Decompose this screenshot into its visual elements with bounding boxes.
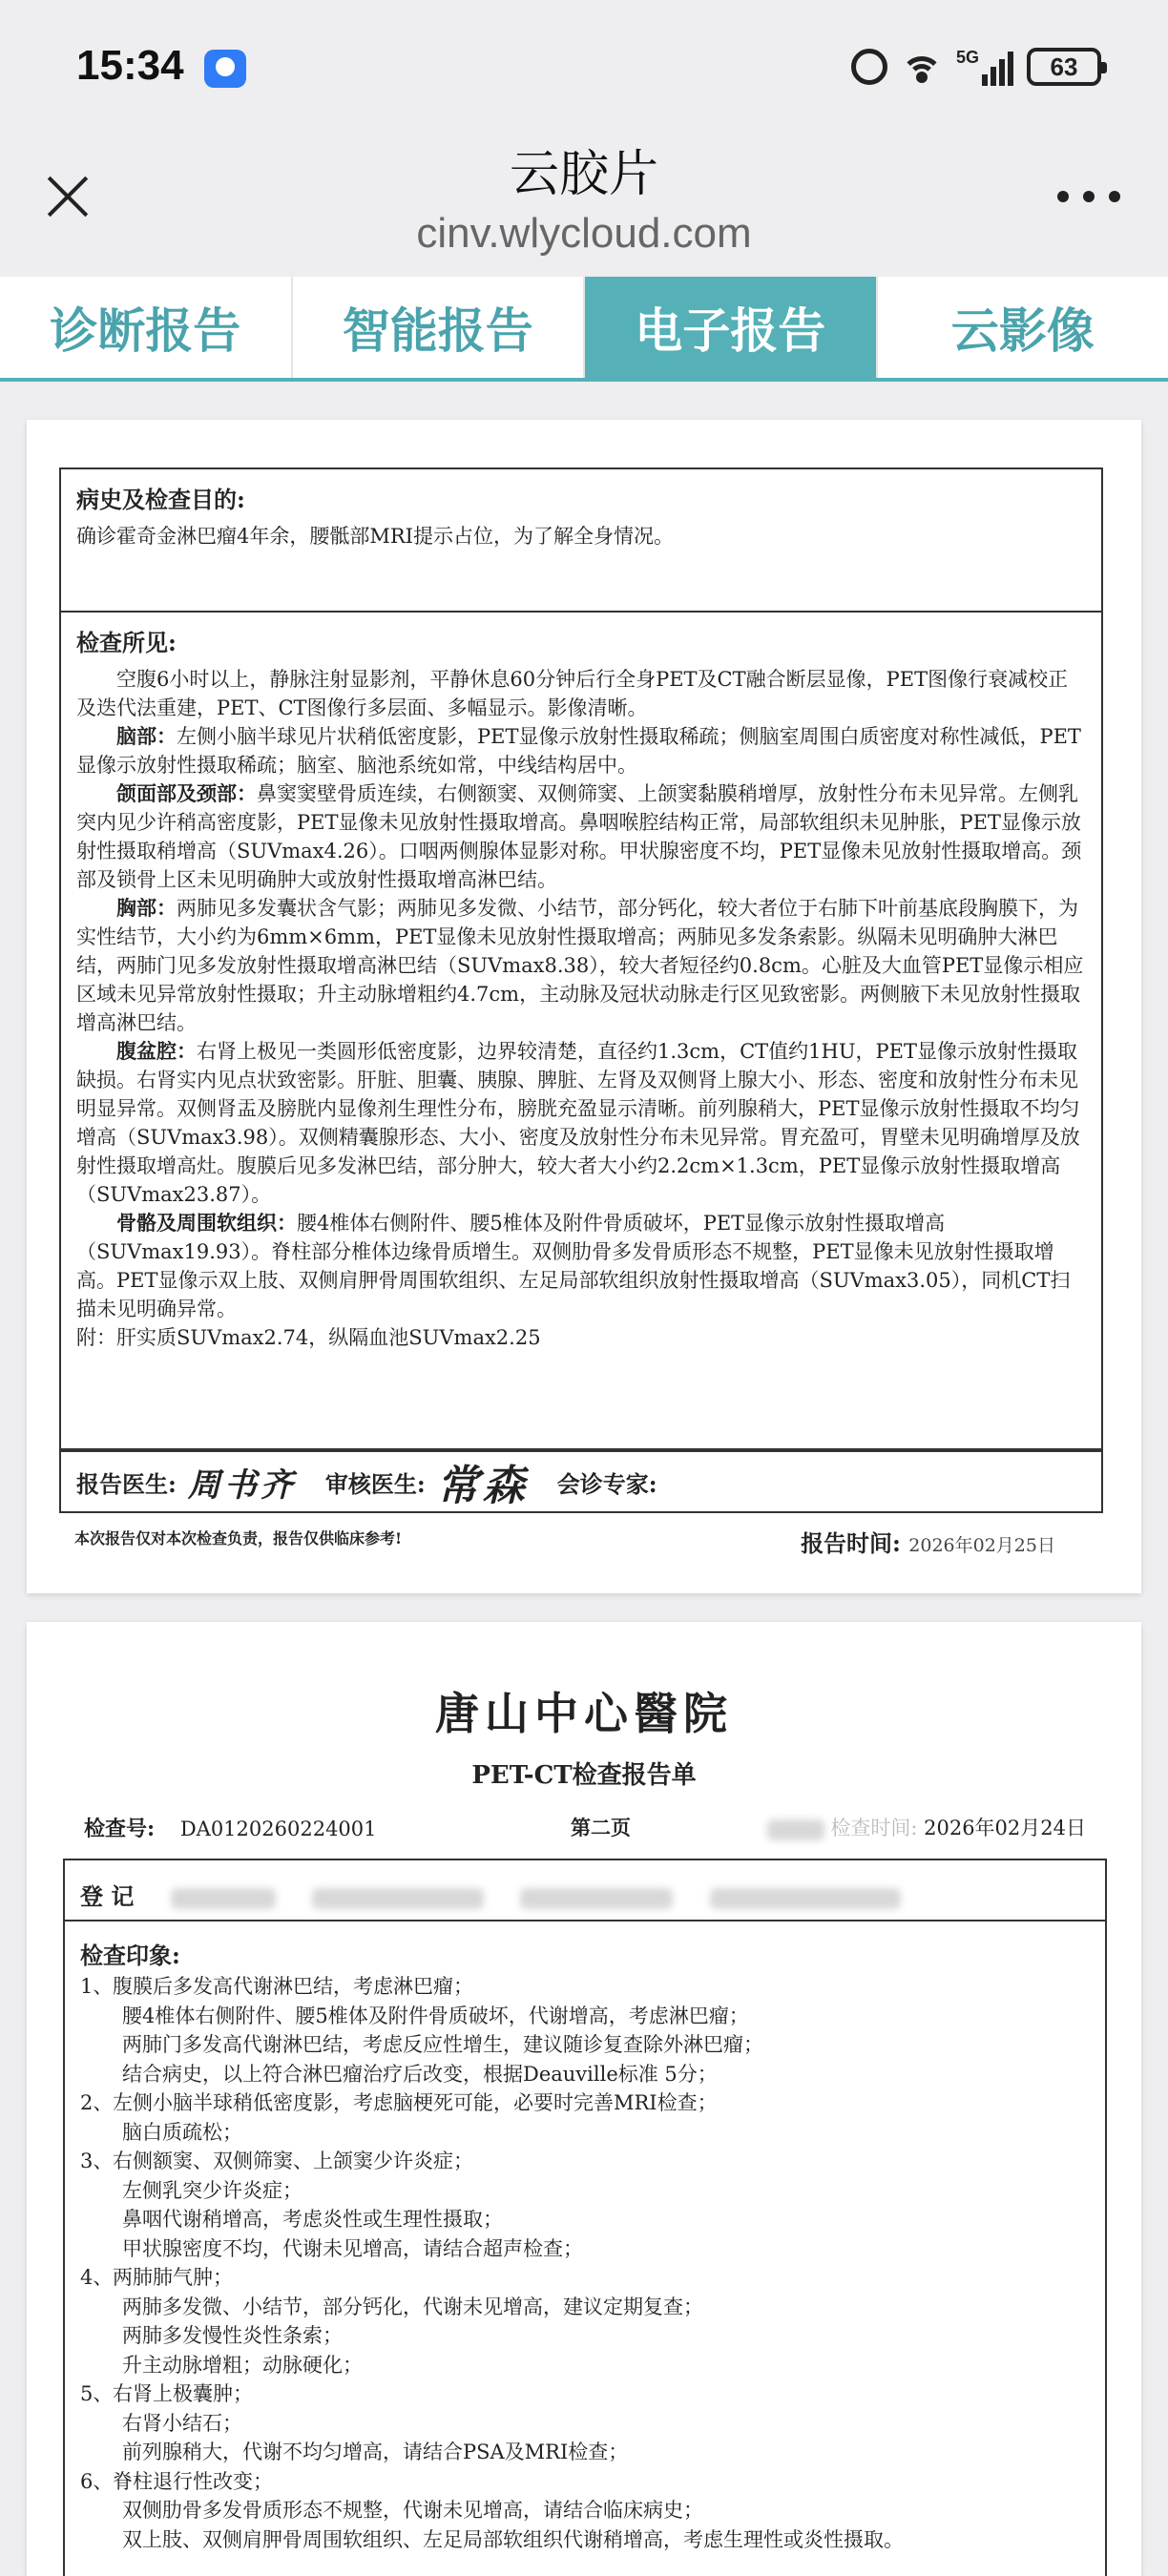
impression-item	[80, 2467, 1105, 2555]
impression-line	[80, 2379, 1105, 2409]
impression-item	[80, 2263, 1105, 2379]
impression-item	[80, 2379, 1105, 2467]
history-title: 病史及检查目的:	[76, 486, 245, 513]
impression-subline	[80, 2293, 1105, 2322]
report-page-2	[27, 1622, 1141, 2576]
impression-subline	[80, 2234, 1105, 2264]
impression-text: 升主动脉增粗；动脉硬化；	[122, 2353, 363, 2377]
impression-text: 双上肢、双侧肩胛骨周围软组织、左足局部软组织代谢稍增高，考虑生理性或炎性摄取。	[122, 2527, 904, 2551]
status-icons	[851, 46, 1101, 88]
impression-text: 腰4椎体右侧附件、腰5椎体及附件骨质破坏，代谢增高，考虑淋巴瘤；	[122, 2004, 749, 2027]
finding-heading: 骨骼及周围软组织：	[116, 1211, 297, 1235]
report-title: PET-CT检查报告单	[471, 1761, 697, 1790]
impression-section	[63, 1922, 1107, 2576]
page-title: 云胶片	[509, 146, 658, 203]
page-label: 第二页	[571, 1816, 631, 1839]
impression-text: 前列腺稍大，代谢不均匀增高，请结合PSA及MRI检查；	[122, 2441, 629, 2463]
impression-number: 4、	[80, 2266, 114, 2289]
impression-subline	[80, 2409, 1105, 2439]
finding-text: 鼻窦窦壁骨质连续，右侧额窦、双侧筛窦、上颌窦黏膜稍增厚，放射性分布未见异常。左侧乳突内见少许稍高密度影，PET显像未见放射性摄取增高。鼻咽喉腔结构正常，局部软组织未见肿胀，PET显像示放射性摄取稍增高（SUVmax4.26）。口咽两侧腺体显影对称。甲状腺密度不均，PET显像未见放射性摄取增高。颈部及锁骨上区未见明确肿大或放射性摄取增高淋巴结。	[76, 782, 1082, 891]
consult-expert-label: 会诊专家:	[556, 1469, 657, 1498]
impression-text: 右肾小结石；	[122, 2411, 242, 2435]
report-time	[801, 1525, 1055, 1558]
impression-subline	[80, 2205, 1105, 2234]
report-page-1	[27, 420, 1141, 1593]
impression-subline	[80, 2321, 1105, 2351]
battery-icon	[1027, 48, 1101, 86]
finding-paragraph	[76, 1323, 1086, 1352]
impression-line	[80, 2088, 1105, 2118]
impression-line	[80, 2263, 1105, 2293]
findings-title: 检查所见:	[76, 629, 177, 656]
blurred-text	[710, 1888, 901, 1909]
impression-number: 1、	[80, 1975, 114, 1998]
impression-text: 腹膜后多发高代谢淋巴结，考虑淋巴瘤；	[113, 1975, 473, 1998]
tab-diagnosis-report[interactable]: 诊断报告	[0, 277, 293, 378]
impression-number: 5、	[80, 2382, 114, 2405]
battery-level: 63	[1050, 52, 1078, 81]
network-type: 5G	[955, 48, 979, 67]
more-options-icon[interactable]	[1057, 191, 1120, 204]
impression-line	[80, 2467, 1105, 2497]
impression-item	[80, 2147, 1105, 2263]
finding-paragraph	[76, 722, 1086, 779]
wifi-icon	[901, 51, 943, 83]
tab-electronic-report[interactable]: 电子报告	[585, 277, 878, 378]
impression-text: 两肺肺气肿；	[113, 2266, 233, 2289]
finding-text: 右肾上极见一类圆形低密度影，边界较清楚，直径约1.3cm，CT值约1HU，PET显像示放射性摄取缺损。右肾实内见点状致密影。肝脏、胆囊、胰腺、脾脏、左肾及双侧肾上腺大小、形态、密度和放射性分布未见明显异常。双侧肾盂及膀胱内显像剂生理性分布，膀胱充盈显示清晰。前列腺稍大，PET显像示放射性摄取不均匀增高（SUVmax3.98）。双侧精囊腺形态、大小、密度及放射性分布未见异常。胃充盈可，胃壁未见明确增厚及放射性摄取增高灶。腹膜后见多发淋巴结，部分肿大，较大者大小约2.2cm×1.3cm，PET显像示放射性摄取增高（SUVmax23.87）。	[76, 1040, 1080, 1206]
impression-number: 3、	[80, 2150, 114, 2172]
title-bar	[0, 134, 1168, 277]
impression-text: 左侧小脑半球稍低密度影，考虑脑梗死可能，必要时完善MRI检查；	[113, 2091, 718, 2114]
finding-paragraph	[76, 665, 1086, 722]
status-bar	[0, 0, 1168, 134]
impression-subline	[80, 2525, 1105, 2555]
history-section	[59, 467, 1103, 611]
tab-bar	[0, 277, 1168, 382]
impression-text: 甲状腺密度不均，代谢未见增高，请结合超声检查；	[122, 2236, 583, 2260]
finding-heading: 胸部：	[116, 896, 177, 920]
finding-heading: 颌面部及颈部：	[116, 781, 257, 805]
finding-text: 左侧小脑半球见片状稍低密度影，PET显像示放射性摄取稀疏；侧脑室周围白质密度对称性减低，PET显像示放射性摄取稀疏；脑室、脑池系统如常，中线结构居中。	[76, 725, 1081, 777]
review-doctor-signature: 常森	[436, 1462, 529, 1510]
findings-section	[59, 611, 1103, 1450]
impression-text: 结合病史，以上符合淋巴瘤治疗后改变，根据Deauville标准 5分；	[122, 2062, 718, 2086]
signature-section	[59, 1450, 1103, 1513]
finding-text: 空腹6小时以上，静脉注射显影剂，平静休息60分钟后行全身PET及CT融合断层显像，PET图像行衰减校正及迭代法重建，PET、CT图像行多层面、多幅显示。影像清晰。	[76, 668, 1069, 719]
report-time-label: 报告时间:	[801, 1529, 901, 1557]
register-label: 登 记	[80, 1882, 135, 1910]
exam-time-label: 检查时间:	[830, 1817, 918, 1839]
finding-paragraph	[76, 1037, 1086, 1209]
impression-text: 鼻咽代谢稍增高，考虑炎性或生理性摄取；	[122, 2208, 503, 2231]
findings-body	[76, 665, 1086, 1352]
impression-text: 两肺多发微、小结节，部分钙化，代谢未见增高，建议定期复查；	[122, 2295, 703, 2318]
finding-paragraph	[76, 1209, 1086, 1323]
impression-text: 双侧肋骨多发骨质形态不规整，代谢未见增高，请结合临床病史；	[122, 2499, 703, 2522]
impression-text: 脊柱退行性改变；	[113, 2469, 273, 2493]
finding-text: 腰4椎体右侧附件、腰5椎体及附件骨质破坏，PET显像示放射性摄取增高（SUVmax19.93）。脊柱部分椎体边缘骨质增生。双侧肋骨多发骨质形态不规整，PET显像未见放射性摄取增高。PET显像示双上肢、双侧肩胛骨周围软组织、左足局部软组织放射性摄取增高（SUVmax3.05），同机CT扫描未见明确异常。	[76, 1212, 1071, 1320]
impression-line	[80, 2147, 1105, 2176]
review-doctor-label: 审核医生:	[324, 1469, 426, 1498]
impression-text: 右侧额窦、双侧筛窦、上颌窦少许炎症；	[113, 2150, 473, 2172]
blurred-text	[520, 1888, 673, 1909]
impression-subline	[80, 2002, 1105, 2031]
signal-icon	[956, 48, 1013, 86]
impression-item	[80, 2088, 1105, 2147]
impression-title: 检查印象:	[80, 1942, 180, 1969]
finding-text: 两肺见多发囊状含气影；两肺见多发微、小结节，部分钙化，较大者位于右肺下叶前基底段胸膜下，为实性结节，大小约为6mm×6mm，PET显像未见放射性摄取增高；两肺见多发条索影。纵隔未见明确肿大淋巴结，两肺门见多发放射性摄取增高淋巴结（SUVmax8.38），较大者短径约0.8cm。心脏及大血管PET显像示相应区域未见异常放射性摄取；升主动脉增粗约4.7cm，主动脉及冠状动脉走行区见致密影。两侧腋下未见放射性摄取增高淋巴结。	[76, 897, 1084, 1034]
tab-cloud-image[interactable]: 云影像	[950, 303, 1095, 359]
report-doctor-signature: 周书齐	[187, 1465, 297, 1505]
impression-text: 两肺门多发高代谢淋巴结，考虑反应性增生，建议随诊复查除外淋巴瘤；	[122, 2033, 763, 2056]
impression-text: 两肺多发慢性炎性条索；	[122, 2324, 343, 2347]
status-time: 15:34	[76, 42, 184, 89]
exam-no: DA0120260224001	[179, 1818, 377, 1840]
exam-no-label: 检查号:	[84, 1817, 156, 1841]
report-doctor-label: 报告医生:	[76, 1469, 177, 1498]
report-time-value: 2026年02月25日	[908, 1535, 1055, 1556]
impression-line	[80, 1972, 1105, 2002]
impression-subline	[80, 2118, 1105, 2148]
finding-text: 附：肝实质SUVmax2.74，纵隔血池SUVmax2.25	[76, 1326, 541, 1349]
impression-list	[80, 1972, 1105, 2554]
impression-item	[80, 1972, 1105, 2088]
blurred-text	[171, 1888, 276, 1909]
register-row	[63, 1859, 1107, 1922]
impression-number: 6、	[80, 2469, 114, 2493]
blurred-text	[767, 1819, 824, 1840]
exam-meta	[84, 1813, 1086, 1847]
impression-subline	[80, 2176, 1105, 2206]
finding-paragraph	[76, 779, 1086, 894]
impression-subline	[80, 2351, 1105, 2380]
exam-time-value: 2026年02月24日	[924, 1817, 1086, 1839]
impression-number: 2、	[80, 2091, 114, 2114]
impression-text: 脑白质疏松；	[122, 2120, 242, 2144]
finding-heading: 脑部：	[116, 724, 177, 748]
impression-subline	[80, 2438, 1105, 2467]
disclaimer: 本次报告仅对本次检查负责，报告仅供临床参考!	[74, 1529, 403, 1548]
alarm-icon	[851, 49, 887, 85]
app-notification-icon	[204, 50, 246, 88]
impression-subline	[80, 2030, 1105, 2060]
finding-heading: 腹盆腔：	[116, 1039, 197, 1063]
impression-text: 左侧乳突少许炎症；	[122, 2178, 302, 2202]
impression-subline	[80, 2060, 1105, 2089]
finding-paragraph	[76, 894, 1086, 1037]
blurred-text	[312, 1888, 484, 1909]
history-text: 确诊霍奇金淋巴瘤4年余，腰骶部MRI提示占位，为了解全身情况。	[76, 525, 674, 548]
hospital-name: 唐山中心醫院	[435, 1688, 733, 1739]
impression-text: 右肾上极囊肿；	[113, 2382, 253, 2405]
page-url: cinv.wlycloud.com	[416, 210, 752, 257]
impression-subline	[80, 2496, 1105, 2525]
exam-time	[767, 1813, 1086, 1841]
tab-smart-report[interactable]: 智能报告	[293, 277, 586, 378]
